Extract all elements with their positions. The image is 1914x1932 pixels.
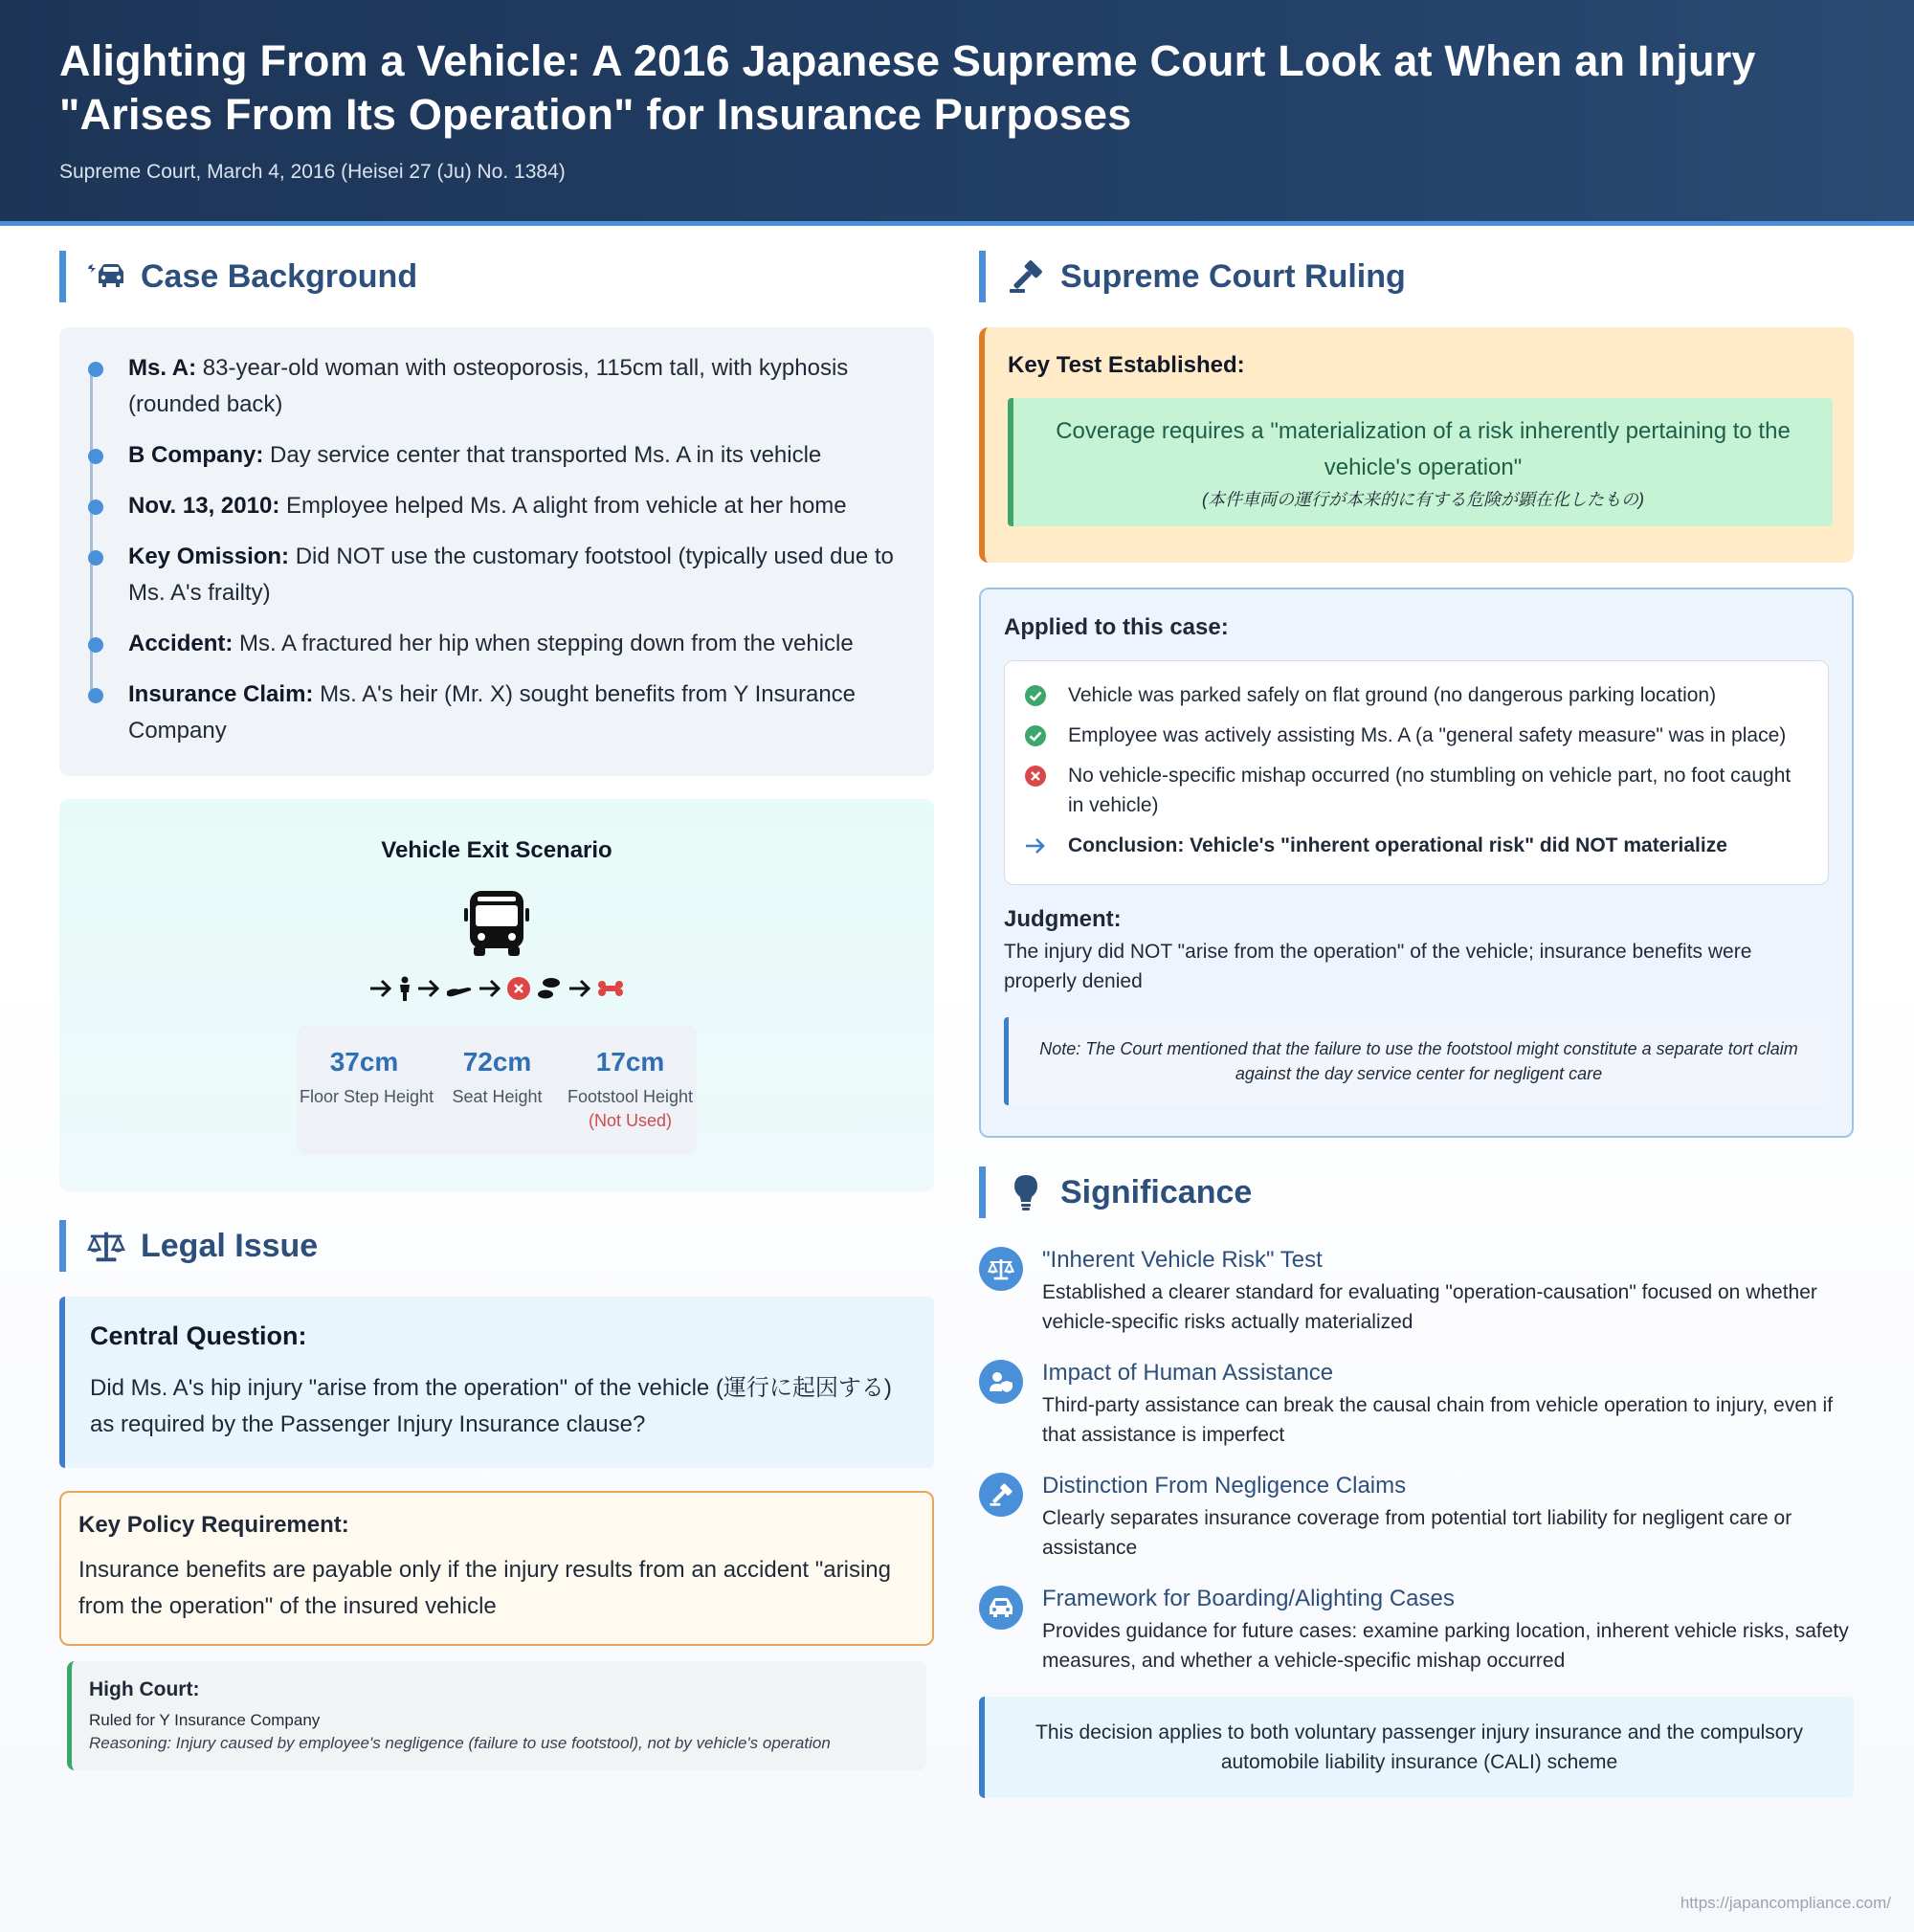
scale-icon — [979, 1247, 1023, 1291]
error-x-icon — [506, 976, 531, 1001]
high-court-ruling: Ruled for Y Insurance Company — [89, 1711, 321, 1729]
timeline-text: Ms. A fractured her hip when stepping down from the vehicle — [233, 631, 854, 656]
key-test-box — [1008, 398, 1833, 526]
significance-text: Third-party assistance can break the causal chain from vehicle operation to injury, even if that assistance is imperfect — [1042, 1394, 1834, 1446]
timeline-text: 83-year-old woman with osteoporosis, 115cm tall, with kyphosis (rounded back) — [128, 355, 849, 417]
timeline-label: B Company: — [128, 442, 264, 468]
measurement-seat — [433, 1047, 562, 1155]
page-subtitle: Supreme Court, March 4, 2016 (Heisei 27 (Ju) No. 1384) — [59, 161, 566, 183]
measurement-floor-step — [300, 1047, 434, 1155]
arrow-right-icon — [478, 978, 502, 999]
section-title-significance — [979, 1166, 1854, 1218]
key-test-heading: Key Test Established: — [1008, 352, 1245, 378]
applied-item-text: Vehicle was parked safely on flat ground (no dangerous parking location) — [1068, 684, 1717, 706]
measurement-footstool — [566, 1047, 695, 1155]
timeline-text: Day service center that transported Ms. A in its vehicle — [263, 442, 822, 468]
central-question-heading: Central Question: — [90, 1321, 307, 1350]
case-background-card — [59, 327, 934, 776]
check-icon — [1024, 724, 1047, 747]
significance-item — [979, 1582, 1854, 1676]
timeline-text: Ms. A's heir (Mr. X) sought benefits from Y Insurance Company — [128, 681, 857, 744]
timeline-label: Ms. A: — [128, 355, 197, 381]
significance-text: Established a clearer standard for evaluating "operation-causation" focused on whether vehicle-specific risks actually materialized — [1042, 1281, 1817, 1333]
timeline-label: Accident: — [128, 631, 234, 656]
timeline-item — [88, 626, 909, 662]
car-crash-icon — [87, 257, 125, 296]
applied-heading: Applied to this case: — [1004, 614, 1229, 640]
check-icon — [1024, 684, 1047, 707]
right-column — [979, 251, 1854, 1798]
applied-item — [1024, 761, 1809, 820]
page-header — [0, 0, 1914, 226]
timeline-label: Insurance Claim: — [128, 681, 314, 707]
lightbulb-icon — [1007, 1173, 1045, 1211]
timeline-dot — [88, 688, 103, 703]
policy-heading: Key Policy Requirement: — [78, 1512, 349, 1538]
gavel-icon — [1007, 257, 1045, 296]
section-title-text: Legal Issue — [141, 1227, 319, 1264]
measurement-value: 72cm — [462, 1047, 532, 1077]
applied-list — [1004, 660, 1829, 885]
scale-icon — [87, 1227, 125, 1265]
hand-icon — [445, 978, 474, 999]
user-shield-icon — [979, 1360, 1023, 1404]
significance-item — [979, 1356, 1854, 1450]
high-court-reasoning: Reasoning: Injury caused by employee's negligence (failure to use footstool), not by vehicle's operation — [89, 1734, 831, 1752]
timeline-item — [88, 350, 909, 423]
court-note: Note: The Court mentioned that the failure to use the footstool might constitute a separate tort claim against the day service center for negligent care — [1004, 1017, 1829, 1105]
key-test-text: Coverage requires a "materialization of a risk inherently pertaining to the vehicle's operation" — [1056, 418, 1791, 480]
high-court-card — [67, 1661, 926, 1770]
measurement-label: Seat Height — [452, 1087, 543, 1106]
timeline-dot — [88, 637, 103, 653]
applied-item — [1024, 680, 1809, 710]
x-icon — [1024, 765, 1047, 788]
bus-icon — [458, 885, 535, 962]
timeline-label: Key Omission: — [128, 544, 290, 569]
section-title-legal-issue — [59, 1220, 934, 1272]
timeline-dot — [88, 500, 103, 515]
judgment-text: The injury did NOT "arise from the operation" of the vehicle; insurance benefits were properly denied — [1004, 941, 1752, 992]
key-test-card — [979, 327, 1854, 563]
measurement-note: (Not Used) — [588, 1111, 673, 1130]
measurements-box — [298, 1026, 697, 1155]
applied-case-card — [979, 588, 1854, 1138]
significance-list — [979, 1243, 1854, 1676]
central-question-text: Did Ms. A's hip injury "arise from the operation" of the vehicle (運行に起因する) as required by the Passenger Injury Insurance clause? — [90, 1375, 892, 1437]
section-title-text: Supreme Court Ruling — [1060, 257, 1406, 295]
applied-item-text: No vehicle-specific mishap occurred (no stumbling on vehicle part, no foot caught in vehicle) — [1068, 765, 1792, 816]
page-title: Alighting From a Vehicle: A 2016 Japanese Supreme Court Look at When an Injury "Arises From Its Operation" for Insurance Purposes — [59, 36, 1756, 139]
significance-heading: Framework for Boarding/Alighting Cases — [1042, 1586, 1455, 1611]
timeline-text: Did NOT use the customary footstool (typically used due to Ms. A's frailty) — [128, 544, 894, 606]
section-title-text: Case Background — [141, 257, 418, 295]
section-title-text: Significance — [1060, 1173, 1253, 1210]
timeline-dot — [88, 449, 103, 464]
timeline-text: Employee helped Ms. A alight from vehicle at her home — [279, 493, 847, 519]
significance-heading: "Inherent Vehicle Risk" Test — [1042, 1247, 1323, 1273]
significance-heading: Distinction From Negligence Claims — [1042, 1473, 1407, 1499]
significance-item — [979, 1243, 1854, 1337]
judgment-heading: Judgment: — [1004, 906, 1122, 932]
timeline-item — [88, 677, 909, 749]
measurement-label: Footstool Height — [567, 1087, 694, 1106]
person-icon — [397, 976, 412, 1001]
applied-item-text: Conclusion: Vehicle's "inherent operational risk" did NOT materialize — [1068, 834, 1727, 856]
high-court-heading: High Court: — [89, 1678, 200, 1700]
measurement-label: Floor Step Height — [300, 1087, 434, 1106]
timeline-dot — [88, 362, 103, 377]
significance-heading: Impact of Human Assistance — [1042, 1360, 1334, 1386]
timeline-label: Nov. 13, 2010: — [128, 493, 280, 519]
policy-text: Insurance benefits are payable only if the injury results from an accident "arising from the operation" of the insured vehicle — [78, 1557, 891, 1619]
significance-text: Provides guidance for future cases: examine parking location, inherent vehicle risks, safety measures, and whether a vehicle-specific mishap occurred — [1042, 1620, 1849, 1672]
section-title-ruling — [979, 251, 1854, 302]
footprint-icon — [535, 976, 564, 1001]
applied-item-text: Employee was actively assisting Ms. A (a "general safety measure" was in place) — [1068, 724, 1787, 746]
section-title-background — [59, 251, 934, 302]
footer-url-link[interactable]: https://japancompliance.com/ — [1680, 1894, 1891, 1912]
arrow-right-icon — [416, 978, 441, 999]
policy-requirement-card — [59, 1491, 934, 1646]
applicability-note: This decision applies to both voluntary passenger injury insurance and the compulsory automobile liability insurance (CALI) scheme — [979, 1697, 1854, 1798]
measurement-value: 37cm — [329, 1047, 399, 1077]
central-question-card — [59, 1297, 934, 1468]
exit-sequence — [59, 969, 934, 1008]
key-test-japanese: (本件車両の運行が本来的に有する危険が顕在化したもの) — [1202, 490, 1644, 509]
left-column — [59, 251, 934, 1770]
timeline-item — [88, 437, 909, 474]
timeline-item — [88, 539, 909, 611]
vehicle-exit-scenario-card — [59, 799, 934, 1191]
arrow-right-icon — [1024, 834, 1047, 857]
arrow-right-icon — [568, 978, 592, 999]
arrow-right-icon — [368, 978, 393, 999]
significance-item — [979, 1469, 1854, 1563]
gavel-icon — [979, 1473, 1023, 1517]
applied-item-conclusion — [1024, 831, 1809, 860]
exit-scenario-title: Vehicle Exit Scenario — [381, 837, 612, 863]
timeline-dot — [88, 550, 103, 566]
timeline-item — [88, 488, 909, 524]
measurement-value: 17cm — [595, 1047, 665, 1077]
car-icon — [979, 1586, 1023, 1630]
applied-item — [1024, 721, 1809, 750]
significance-text: Clearly separates insurance coverage from potential tort liability for negligent care or assistance — [1042, 1507, 1792, 1559]
bone-icon — [596, 978, 625, 999]
